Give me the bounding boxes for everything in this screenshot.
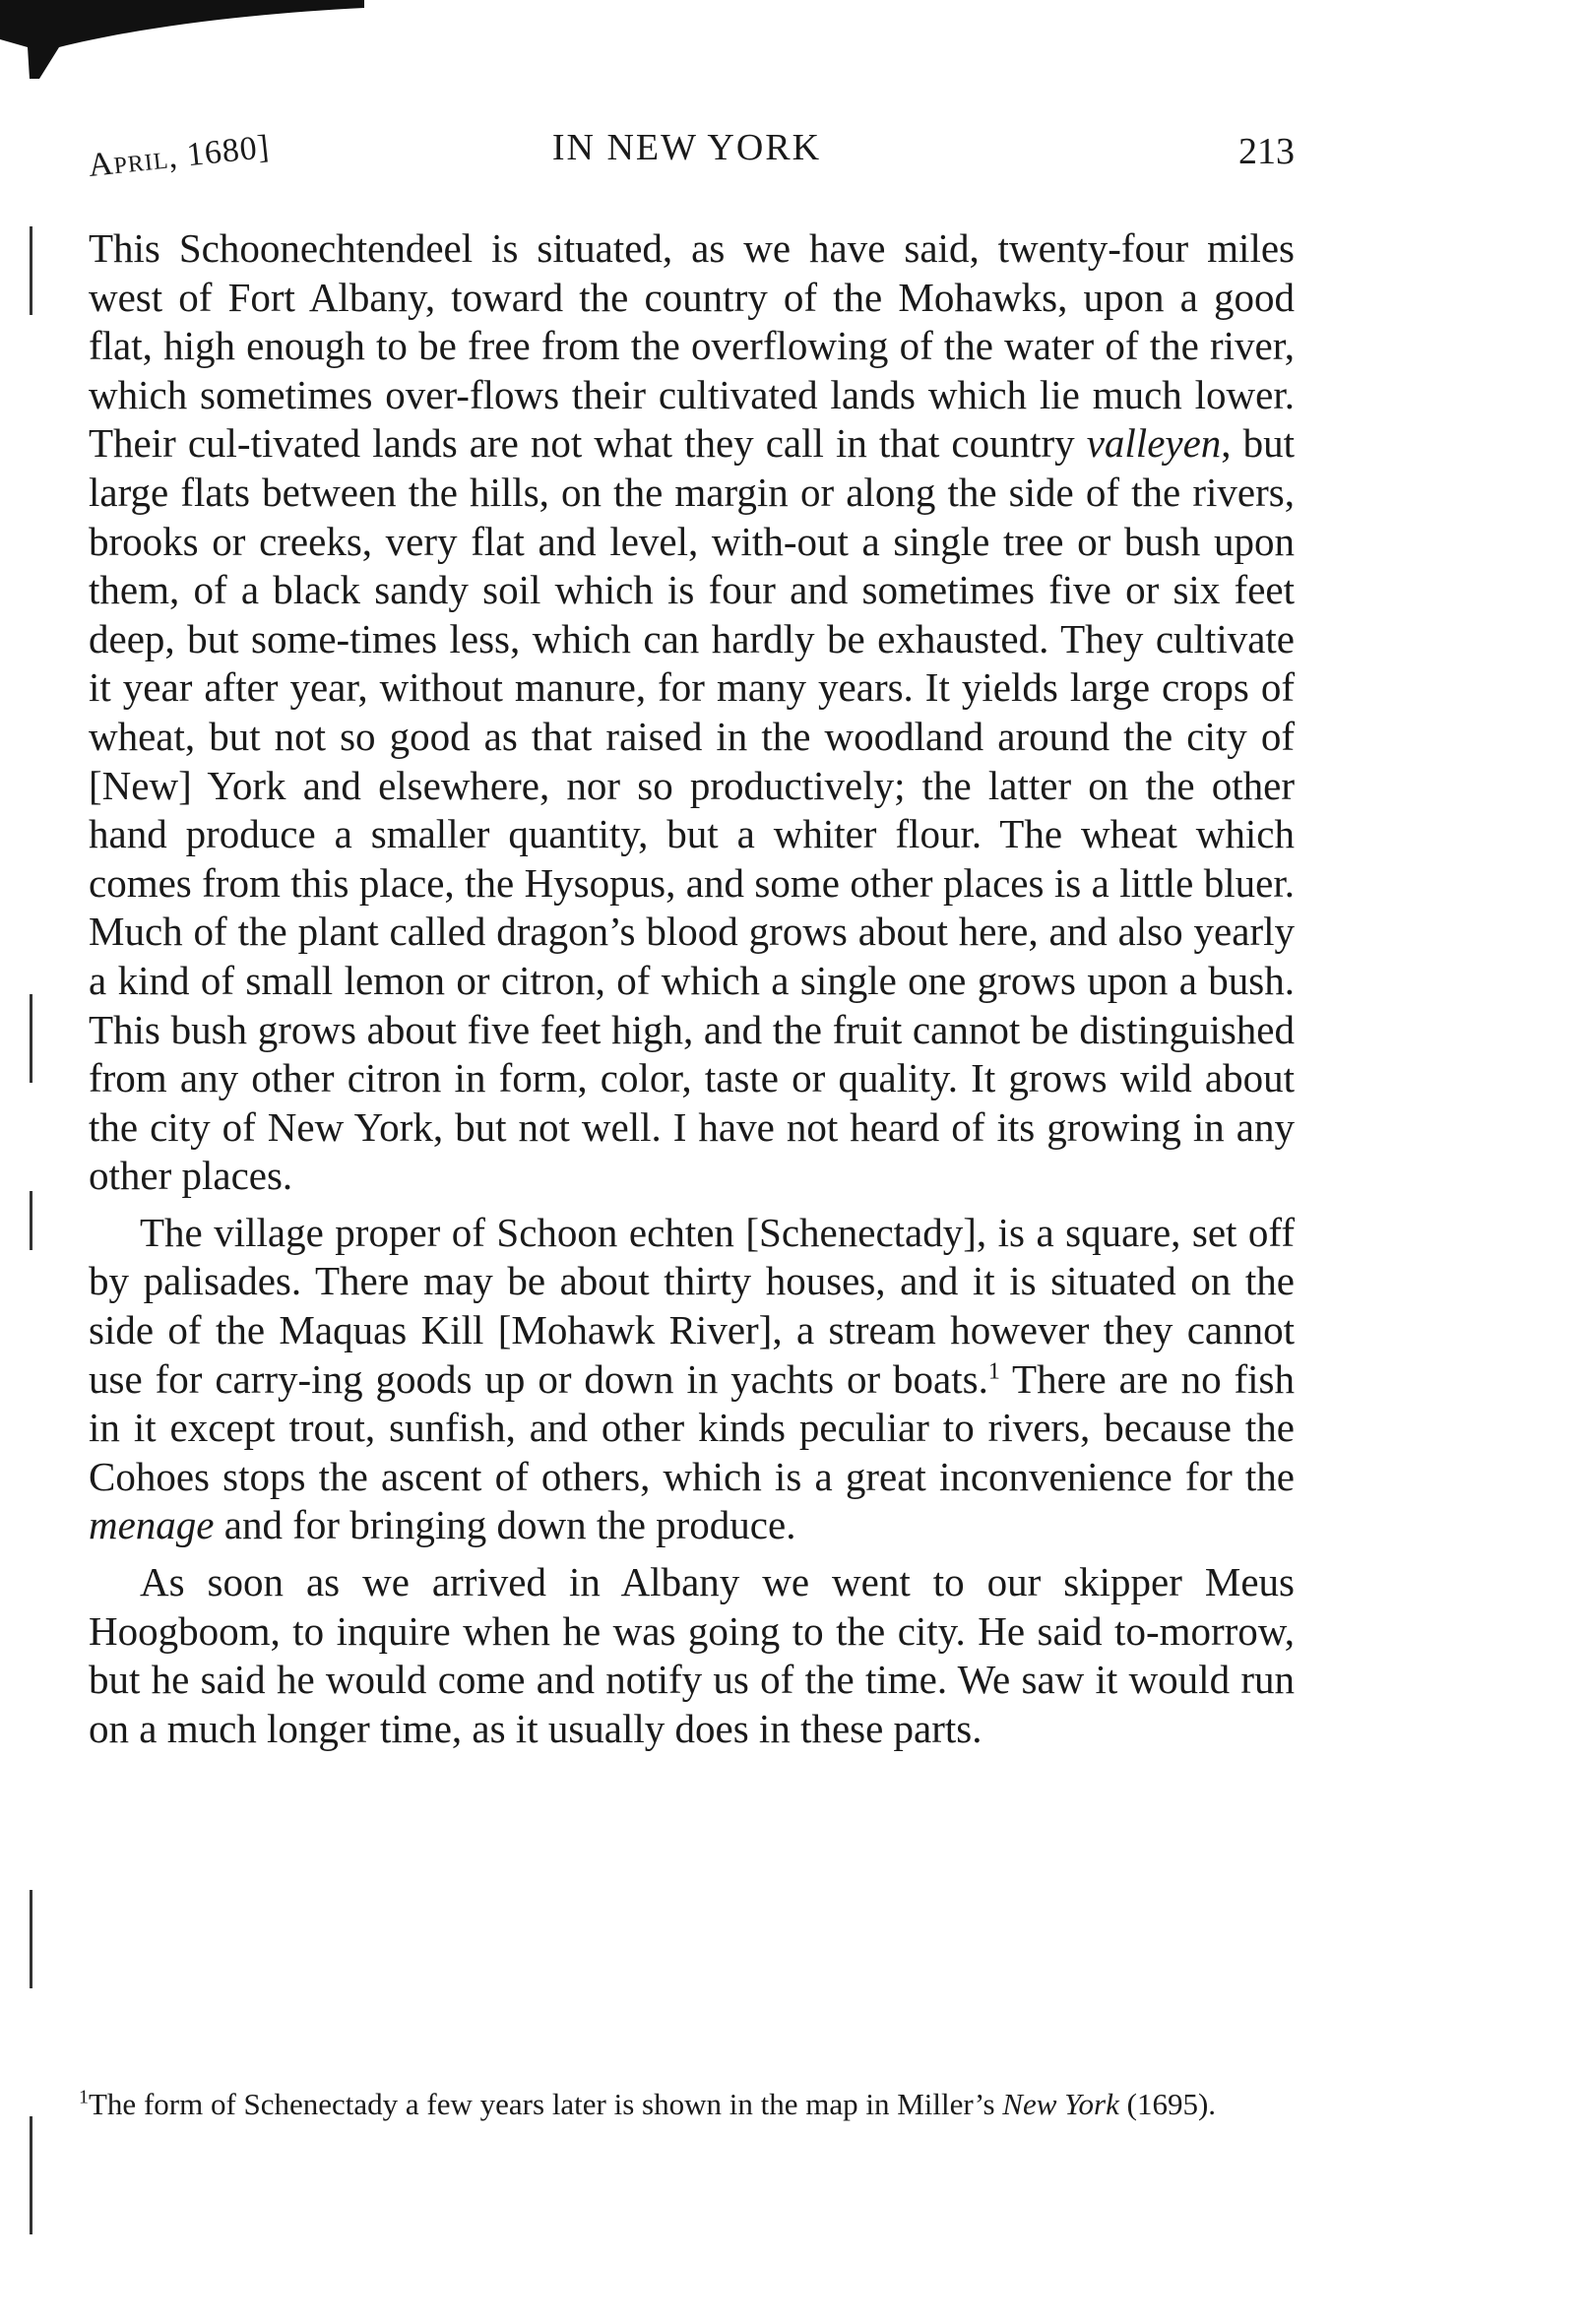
paragraph-3-text: As soon as we arrived in Albany we went to our skipper Meus Hoogboom, to inquire when he was going to the city. He said to-morrow, but he said he would come and notify us of the time. We saw it would run on a much longer time, as it usually does in these parts. xyxy=(89,1559,1295,1751)
footnote-text-a: The form of Schenectady a few years later is shown in the map in Miller’s xyxy=(89,2087,1003,2121)
paragraph-1-text-b: , but large flats between the hills, on the margin or along the side of the rivers, brooks or creeks, very flat and level, with-out a single tree or bush upon them, of a black sandy soil which is four and sometimes five or six feet deep, but some-times less, which can hardly be exhausted. They cultivate it year after year, without manure, for many years. It yields large crops of wheat, but not so good as that raised in the woodland around the city of [New] York and elsewhere, nor so productively; the latter on the other hand produce a smaller quantity, but a whiter flour. The wheat which comes from this place, the Hysopus, and some other places is a little bluer. Much of the plant called dragon’s blood grows about here, and also yearly a kind of small lemon or citron, of which a single one grows upon a bush. This bush grows about five feet high, and the fruit cannot be distinguished from any other citron in form, color, taste or quality. It grows wild about the city of New York, but not well. I have not heard of its growing in any other places. xyxy=(89,420,1295,1199)
footnote-mark: 1 xyxy=(79,2086,89,2108)
paragraph-albany xyxy=(89,1558,1295,1753)
paragraph-2-text-a: The village proper of Schoon echten [Schenectady], is a square, set off by palisades. There may be about thirty houses, and it is situated on the side of the Maquas Kill [Mohawk River], a stream however they cannot use for carry-ing goods up or down in yachts or boats. xyxy=(89,1209,1295,1402)
margin-rule-bottom xyxy=(30,2116,32,2234)
paragraph-2-text-b: There are no fish in it except trout, sunfish, and other kinds peculiar to rivers, because the Cohoes stops the ascent of others, which is a great inconvenience for the xyxy=(89,1355,1295,1499)
scan-edge-shadow xyxy=(0,0,364,79)
italic-valleyen: valleyen xyxy=(1086,420,1222,467)
running-head xyxy=(79,126,1295,185)
paragraph-schoonechtendeel xyxy=(89,224,1295,1201)
paragraph-2-text-c: and for bringing down the produce. xyxy=(214,1502,796,1548)
paragraph-1-text-a: This Schoonechtendeel is situated, as we have said, twenty-four miles west of Fort Albany, toward the country of the Mohawks, upon a good flat, high enough to be free from the overflowing of the water of the river, which sometimes over-flows their cultivated lands which lie much lower. Their cul-tivated lands are not what they call in that country xyxy=(89,225,1295,467)
footnote-reference: 1 xyxy=(987,1358,1000,1384)
page-number: 213 xyxy=(1238,131,1295,172)
footnote xyxy=(79,2085,1295,2124)
body-text xyxy=(89,224,1295,1753)
italic-menage: menage xyxy=(89,1502,215,1548)
margin-rule-lower xyxy=(30,1890,32,1988)
paragraph-village xyxy=(89,1209,1295,1550)
running-head-date: April, 1680] xyxy=(87,128,272,184)
margin-rule-middle-1 xyxy=(30,994,32,1083)
footnote-text-b: (1695). xyxy=(1118,2087,1217,2121)
running-head-title: IN NEW YORK xyxy=(551,127,822,168)
footnote-italic-title: New York xyxy=(1002,2087,1119,2121)
margin-rule-middle-2 xyxy=(30,1191,32,1250)
margin-rule-top xyxy=(30,226,32,315)
